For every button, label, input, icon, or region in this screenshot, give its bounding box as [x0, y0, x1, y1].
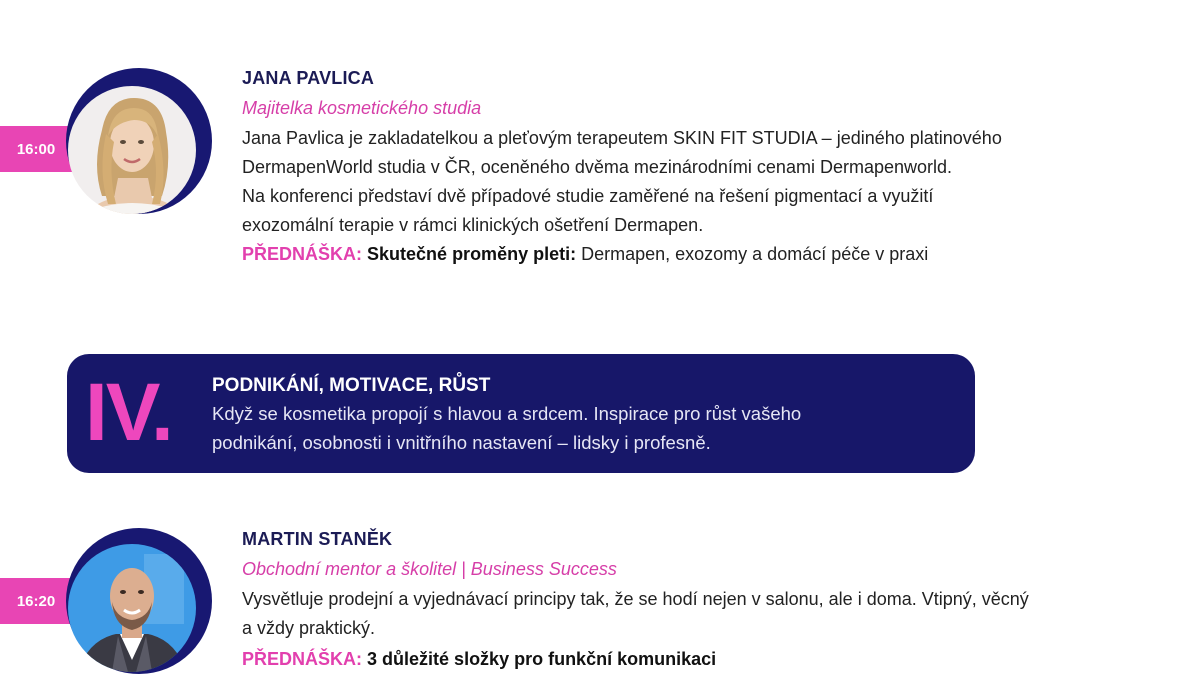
bio-line: a vždy praktický.: [242, 618, 376, 638]
section-text-line: podnikání, osobnosti i vnitřního nastavení – lidsky i profesně.: [212, 432, 711, 453]
talk-rest: Dermapen, exozomy a domácí péče v praxi: [576, 244, 929, 264]
time-tag-jana: [0, 126, 72, 172]
speaker-name: MARTIN STANĚK: [242, 529, 393, 549]
section-description: [212, 399, 952, 457]
speaker-bio: [242, 124, 1142, 240]
avatar: [68, 86, 196, 214]
time-label: 16:00: [16, 140, 56, 158]
speaker-photo-martin: [66, 528, 214, 676]
speaker-bio: [242, 585, 1142, 643]
talk-title: [242, 645, 1142, 674]
speaker-photo-jana: [66, 68, 214, 216]
section-banner: [67, 354, 975, 473]
time-tag-martin: [0, 578, 72, 624]
bio-line: Jana Pavlica je zakladatelkou a pleťovým terapeutem SKIN FIT STUDIA – jediného platinového: [242, 128, 1002, 148]
speaker-role: Obchodní mentor a školitel | Business Success: [242, 559, 617, 579]
time-label: 16:20: [16, 592, 56, 610]
speaker-block-jana: [242, 66, 1142, 269]
bio-line: Na konferenci představí dvě případové studie zaměřené na řešení pigmentací a využití: [242, 186, 934, 206]
section-text-line: Když se kosmetika propojí s hlavou a srdcem. Inspirace pro růst vašeho: [212, 403, 802, 424]
speaker-name: JANA PAVLICA: [242, 68, 375, 88]
speaker-role: Majitelka kosmetického studia: [242, 98, 482, 118]
talk-label: PŘEDNÁŠKA:: [242, 649, 363, 669]
section-numeral: IV.: [85, 367, 172, 458]
speaker-block-martin: [242, 527, 1142, 674]
talk-bold: 3 důležité složky pro funkční komunikaci: [367, 649, 717, 669]
avatar: [68, 544, 196, 672]
section-title: PODNIKÁNÍ, MOTIVACE, RŮST: [212, 375, 491, 396]
bio-line: Vysvětluje prodejní a vyjednávací principy tak, že se hodí nejen v salonu, ale i doma. Vtipný, věcný: [242, 589, 1029, 609]
bio-line: DermapenWorld studia v ČR, oceněného dvěma mezinárodními cenami Dermapenworld.: [242, 157, 952, 177]
talk-bold: Skutečné proměny pleti:: [367, 244, 577, 264]
bio-line: exozomální terapie v rámci klinických ošetření Dermapen.: [242, 215, 704, 235]
talk-label: PŘEDNÁŠKA:: [242, 244, 363, 264]
talk-title: [242, 240, 1142, 269]
